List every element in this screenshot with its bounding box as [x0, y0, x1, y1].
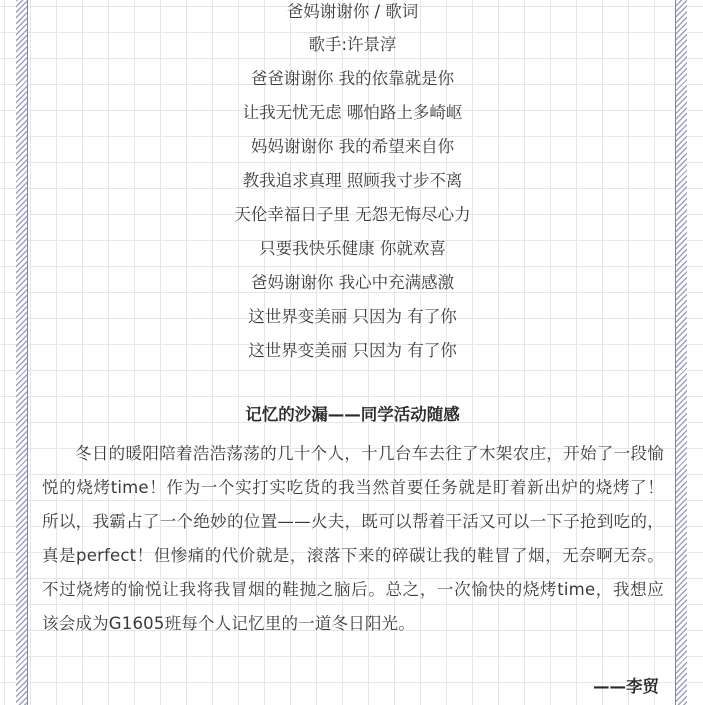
lyric-line: 爸爸谢谢你 我的依靠就是你 — [250, 69, 455, 88]
lyric-line: 教我追求真理 照顾我寸步不离 — [242, 171, 463, 190]
lyric-line: 天伦幸福日子里 无怨无悔尽心力 — [234, 205, 471, 224]
lyrics-title: 爸妈谢谢你 / 歌词 — [286, 2, 419, 21]
lyric-line: 只要我快乐健康 你就欢喜 — [259, 239, 446, 258]
lyrics-section — [30, 0, 675, 373]
right-decorative-border — [675, 0, 687, 705]
essay-body: 冬日的暖阳陪着浩浩荡荡的几十个人，十几台车去往了木架农庄，开始了一段愉悦的烧烤time！作为一个实打实吃货的我当然首要任务就是盯着新出炉的烧烤了！所以，我霸占了一个绝妙的位置——火夫，既可以帮着干活又可以一下子抢到吃的，真是perfect！但惨痛的代价就是，滚落下来的碎碳让我的鞋冒了烟，无奈啊无奈。不过烧烤的愉悦让我将我冒烟的鞋抛之脑后。总之，一次愉快的烧烤time，我想应该会成为G1605班每个人记忆里的一道冬日阳光。 — [42, 444, 664, 633]
lyric-line: 这世界变美丽 只因为 有了你 — [248, 307, 457, 326]
essay-author: ——李贸 — [593, 677, 659, 696]
lyric-line: 爸妈谢谢你 我心中充满感激 — [250, 273, 455, 292]
essay-title: 记忆的沙漏——同学活动随感 — [245, 405, 460, 424]
lyric-line: 妈妈谢谢你 我的希望来自你 — [250, 137, 455, 156]
lyrics-singer: 歌手:许景淳 — [308, 35, 397, 54]
left-decorative-border — [16, 0, 28, 705]
lyric-line: 让我无忧无虑 哪怕路上多崎岖 — [242, 103, 463, 122]
lyric-line: 这世界变美丽 只因为 有了你 — [248, 341, 457, 360]
